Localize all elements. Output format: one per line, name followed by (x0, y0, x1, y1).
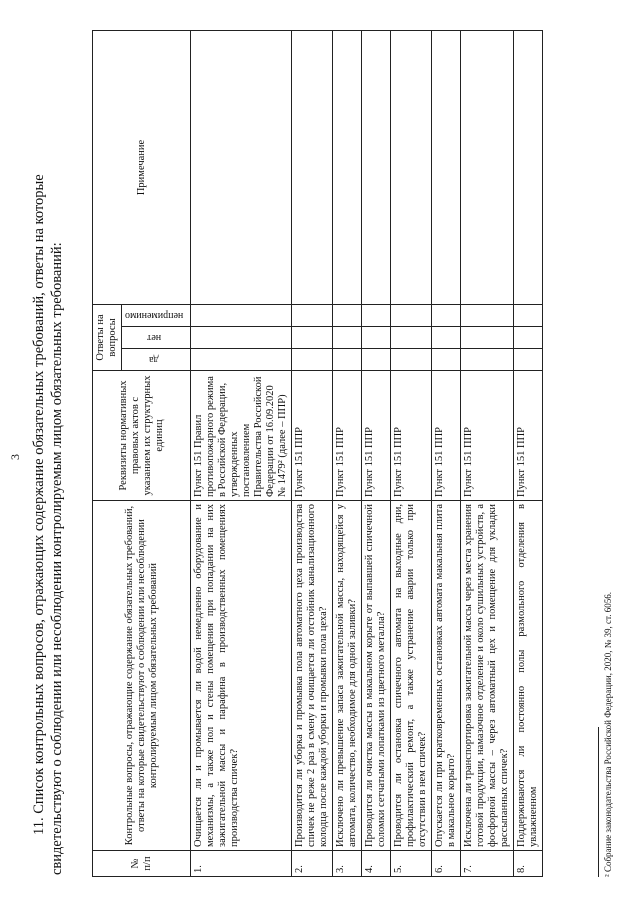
row-question: Проводится ли очистка массы в макальном корыте от выпавшей спичечной соломки сетчатыми лопатками из цветного металла? (362, 501, 391, 851)
note-cell[interactable] (362, 30, 391, 304)
row-number: 6. (432, 851, 461, 877)
answer-no-cell[interactable] (432, 327, 461, 349)
row-requisite: Пункт 151 ППР (391, 371, 432, 501)
table-row (391, 30, 432, 876)
answer-no-cell[interactable] (461, 327, 514, 349)
header-num: № п/п (93, 851, 191, 877)
header-no: нет (122, 327, 191, 349)
row-number: 5. (391, 851, 432, 877)
table-row (333, 30, 362, 876)
row-requisite: Пункт 151 Правил противопожарного режима в Российской Федерации, утвержденных постановлением Правительства Российской Федерации от 16.09.2020 № 1479² (далее – ППР) (191, 371, 292, 501)
answer-no-cell[interactable] (391, 327, 432, 349)
row-question: Производится ли уборка и промывка пола автоматного цеха производства спичек не реже 2 раз в смену и очищается ли отстойник канализационного колодца после каждой уборки и промывки пола цеха? (292, 501, 333, 851)
footnote-divider (598, 727, 599, 877)
note-cell[interactable] (391, 30, 432, 304)
heading-line-2: свидетельствуют о соблюдении или несоблюдении контролируемым лицом обязательных требований: (49, 242, 65, 875)
row-question: Исключено ли превышение запаса зажигательной массы, находящейся у автомата, количество, необходимое для одной заливки? (333, 501, 362, 851)
answer-yes-cell[interactable] (292, 349, 333, 371)
row-question: Исключена ли транспортировка зажигательной массы через места хранения готовой продукции, намазочное отделение и около сушильных устройств, а фосфорной массы – через автоматный цех и помещение для укладки рассыпанных спичек? (461, 501, 514, 851)
row-number: 4. (362, 851, 391, 877)
answer-na-cell[interactable] (333, 304, 362, 326)
answer-na-cell[interactable] (191, 304, 292, 326)
answer-yes-cell[interactable] (461, 349, 514, 371)
answer-na-cell[interactable] (432, 304, 461, 326)
row-requisite: Пункт 151 ППР (514, 371, 543, 501)
header-answers: Ответы на вопросы (93, 304, 122, 370)
note-cell[interactable] (191, 30, 292, 304)
answer-na-cell[interactable] (514, 304, 543, 326)
answer-na-cell[interactable] (362, 304, 391, 326)
row-number: 8. (514, 851, 543, 877)
row-requisite: Пункт 151 ППР (461, 371, 514, 501)
row-number: 2. (292, 851, 333, 877)
row-requisite: Пункт 151 ППР (362, 371, 391, 501)
answer-no-cell[interactable] (362, 327, 391, 349)
answer-yes-cell[interactable] (514, 349, 543, 371)
table-row (191, 30, 292, 876)
answer-no-cell[interactable] (514, 327, 543, 349)
heading-line-1: 11. Список контрольных вопросов, отражающих содержание обязательных требований, ответы на которые (31, 174, 47, 835)
row-requisite: Пункт 151 ППР (292, 371, 333, 501)
row-number: 7. (461, 851, 514, 877)
checklist-table (92, 30, 543, 877)
header-question: Контрольные вопросы, отражающие содержание обязательных требований, ответы на которые свидетельствуют о соблюдении или несоблюдении контролируемым лицом обязательных требований (93, 501, 191, 851)
header-yes: да (122, 349, 191, 371)
page-number: 3 (8, 454, 22, 460)
note-cell[interactable] (432, 30, 461, 304)
note-cell[interactable] (333, 30, 362, 304)
answer-na-cell[interactable] (391, 304, 432, 326)
row-question: Поддерживаются ли постоянно полы размольного отделения в увлажненном (514, 501, 543, 851)
section-heading (30, 30, 66, 875)
note-cell[interactable] (461, 30, 514, 304)
table-row (514, 30, 543, 876)
note-cell[interactable] (292, 30, 333, 304)
row-requisite: Пункт 151 ППР (432, 371, 461, 501)
answer-na-cell[interactable] (461, 304, 514, 326)
row-number: 3. (333, 851, 362, 877)
header-note: Примечание (93, 30, 191, 304)
row-question: Опускается ли при кратковременных остановках автомата макальная плита в макальное корыто? (432, 501, 461, 851)
row-question: Проводится ли остановка спичечного автомата на выходные дни, профилактический ремонт, а также устранение аварии только при отсутствии в нем спичек? (391, 501, 432, 851)
answer-no-cell[interactable] (333, 327, 362, 349)
header-row-1 (93, 30, 122, 876)
answer-yes-cell[interactable] (362, 349, 391, 371)
note-cell[interactable] (514, 30, 543, 304)
answer-na-cell[interactable] (292, 304, 333, 326)
header-na: неприменимо (122, 304, 191, 326)
table-row (362, 30, 391, 876)
answer-yes-cell[interactable] (191, 349, 292, 371)
row-requisite: Пункт 151 ППР (333, 371, 362, 501)
row-question: Очищается ли и промывается ли водой немедленно оборудование и механизмы, а также пол и стены помещения при попадании на них зажигательной массы и парафина в производственных помещениях производства спичек? (191, 501, 292, 851)
table-row (432, 30, 461, 876)
answer-yes-cell[interactable] (333, 349, 362, 371)
table-row (461, 30, 514, 876)
answer-yes-cell[interactable] (391, 349, 432, 371)
answer-no-cell[interactable] (191, 327, 292, 349)
table-row (292, 30, 333, 876)
footnote: ² Собрание законодательства Российской Федерации, 2020, № 39, ст. 6056. (603, 591, 613, 877)
answer-yes-cell[interactable] (432, 349, 461, 371)
answer-no-cell[interactable] (292, 327, 333, 349)
header-requisites: Реквизиты нормативных правовых актов с указанием их структурных единиц (93, 371, 191, 501)
row-number: 1. (191, 851, 292, 877)
